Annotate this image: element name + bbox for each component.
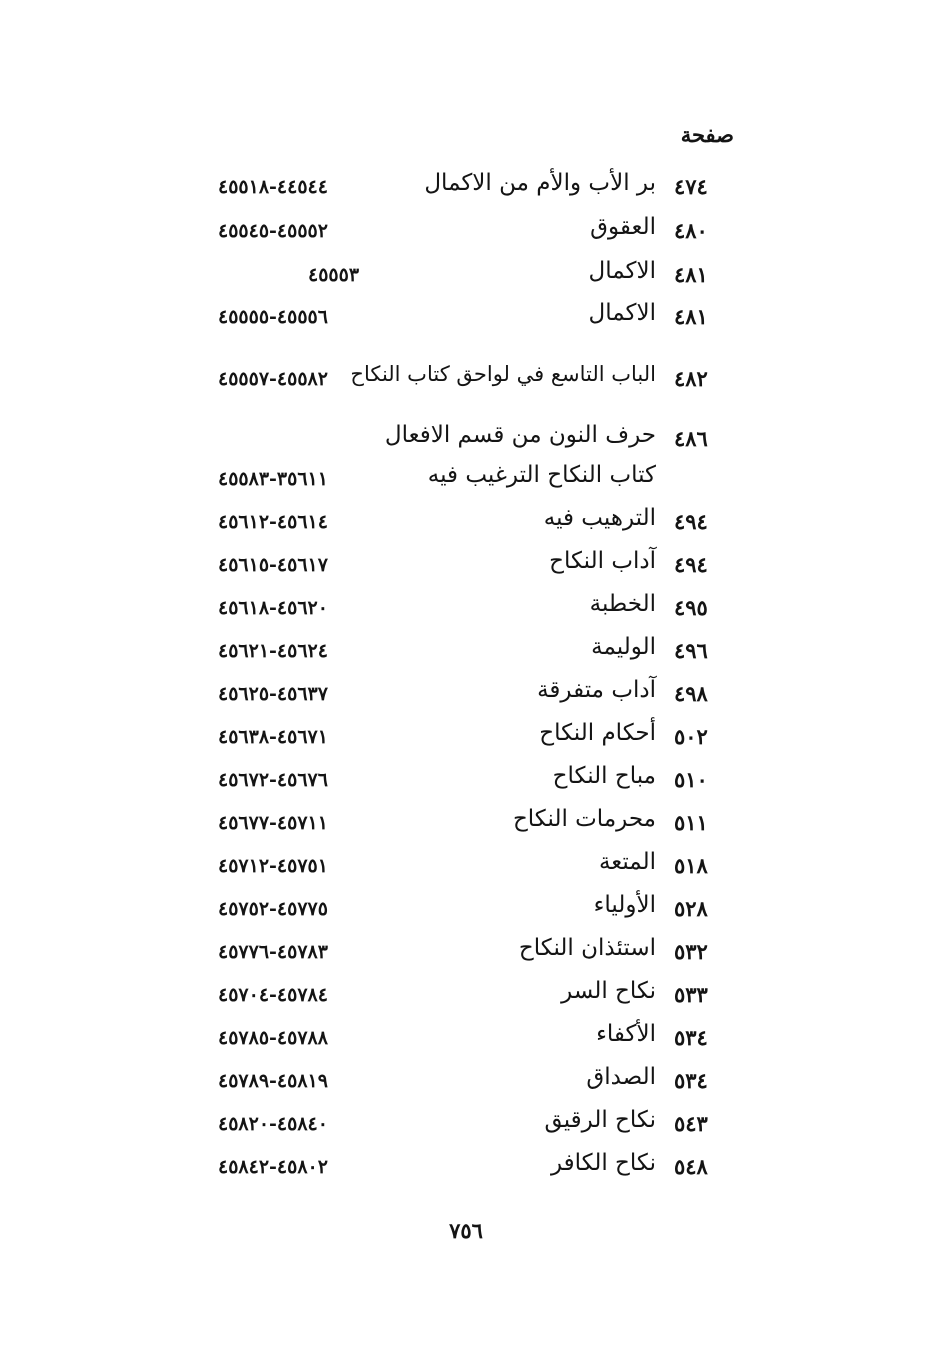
- entry-title: مباح النكاح: [552, 763, 656, 789]
- index-row: [0, 258, 932, 298]
- entry-title: الاكمال: [588, 300, 656, 326]
- entry-hadith-range: ٤٥٧١١-٤٥٦٧٧: [218, 812, 328, 834]
- entry-hadith-range: ٤٤٥٤٤-٤٥٥١٨: [218, 176, 328, 198]
- entry-page-number: ٥٤٨: [674, 1154, 708, 1179]
- entry-page-number: ٥٣٣: [674, 982, 708, 1007]
- index-row: [0, 170, 932, 210]
- index-row: [0, 362, 932, 402]
- index-row: [0, 1107, 932, 1147]
- entry-title: الأكفاء: [596, 1021, 656, 1047]
- index-row: [0, 935, 932, 975]
- entry-title: المتعة: [598, 849, 656, 875]
- entry-title: أحكام النكاح: [539, 720, 656, 746]
- entry-page-number: ٤٩٥: [674, 595, 708, 620]
- page-footer-number: ٧٥٦: [449, 1218, 483, 1243]
- entry-page-number: ٤٨٠: [674, 218, 708, 243]
- entry-title: الترهيب فيه: [543, 505, 656, 531]
- entry-page-number: ٤٩٤: [674, 509, 708, 534]
- index-row: [0, 591, 932, 631]
- entry-title: كتاب النكاح الترغيب فيه: [427, 462, 656, 488]
- entry-hadith-range: ٤٥٦٢٠-٤٥٦١٨: [218, 597, 328, 619]
- entry-hadith-range: ٤٥٨٠٢-٤٥٨٤٢: [218, 1156, 328, 1178]
- entry-hadith-range: ٤٥٧٥١-٤٥٧١٢: [218, 855, 328, 877]
- page-column-header: صفحة: [680, 122, 734, 147]
- index-row: [0, 720, 932, 760]
- entry-title: العقوق: [590, 214, 656, 240]
- entry-hadith-range: ٤٥٧٨٣-٤٥٧٧٦: [218, 941, 328, 963]
- index-row: [0, 422, 932, 462]
- entry-hadith-range: ٣٥٦١١-٤٥٥٨٣: [218, 468, 328, 490]
- entry-title: آداب النكاح: [549, 548, 656, 574]
- entry-hadith-range: ٤٥٨٤٠-٤٥٨٢٠: [218, 1113, 328, 1135]
- index-row: [0, 505, 932, 545]
- entry-title: الباب التاسع في لواحق كتاب النكاح: [350, 362, 656, 386]
- entry-title: آداب متفرقة: [537, 677, 656, 703]
- entry-hadith-range: ٤٥٥٥٢-٤٥٥٤٥: [218, 220, 328, 242]
- entry-title: الاكمال: [588, 258, 656, 284]
- entry-hadith-range: ٤٥٧٨٨-٤٥٧٨٥: [218, 1027, 328, 1049]
- index-row: [0, 634, 932, 674]
- entry-hadith-range: ٤٥٦٢٤-٤٥٦٢١: [218, 640, 328, 662]
- entry-page-number: ٤٩٤: [674, 552, 708, 577]
- entry-page-number: ٥٣٢: [674, 939, 708, 964]
- entry-hadith-range: ٤٥٦٣٧-٤٥٦٢٥: [218, 683, 328, 705]
- index-row: [0, 1021, 932, 1061]
- entry-page-number: ٥٠٢: [674, 724, 708, 749]
- entry-hadith-range: ٤٥٦١٤-٤٥٦١٢: [218, 511, 328, 533]
- entry-hadith-range: ٤٥٧٨٤-٤٥٧٠٤: [218, 984, 328, 1006]
- index-row: [0, 677, 932, 717]
- index-row: [0, 300, 932, 340]
- index-row: [0, 1150, 932, 1190]
- entry-title: الوليمة: [591, 634, 656, 660]
- entry-page-number: ٥٣٤: [674, 1025, 708, 1050]
- entry-hadith-range: ٤٥٥٥٣: [308, 264, 360, 286]
- entry-title: الأولياء: [593, 892, 656, 918]
- entry-title: بر الأب والأم من الاكمال: [424, 170, 656, 196]
- entry-page-number: ٤٧٤: [674, 174, 708, 199]
- entry-title: حرف النون من قسم الافعال: [384, 422, 656, 448]
- entry-hadith-range: ٤٥٦٧١-٤٥٦٣٨: [218, 726, 328, 748]
- entry-page-number: ٥٢٨: [674, 896, 708, 921]
- entry-title: محرمات النكاح: [512, 806, 656, 832]
- entry-title: الخطبة: [589, 591, 656, 617]
- entry-page-number: ٥٣٤: [674, 1068, 708, 1093]
- index-row: [0, 849, 932, 889]
- entry-page-number: ٤٨٦: [674, 426, 708, 451]
- index-row: [0, 978, 932, 1018]
- entry-title: نكاح الرقيق: [544, 1107, 656, 1133]
- index-row: [0, 548, 932, 588]
- entry-hadith-range: ٤٥٥٨٢-٤٥٥٥٧: [218, 368, 328, 390]
- entry-page-number: ٤٩٦: [674, 638, 708, 663]
- entry-title: استئذان النكاح: [518, 935, 656, 961]
- index-row: [0, 214, 932, 254]
- entry-hadith-range: ٤٥٧٧٥-٤٥٧٥٢: [218, 898, 328, 920]
- index-row: [0, 763, 932, 803]
- index-row: [0, 892, 932, 932]
- entry-page-number: ٥١١: [674, 810, 708, 835]
- entry-title: الصداق: [586, 1064, 656, 1090]
- entry-page-number: ٤٩٨: [674, 681, 708, 706]
- entry-page-number: ٤٨٢: [674, 366, 708, 391]
- entry-title: نكاح السر: [561, 978, 656, 1004]
- entry-page-number: ٤٨١: [674, 304, 708, 329]
- entry-hadith-range: ٤٥٦١٧-٤٥٦١٥: [218, 554, 328, 576]
- entry-page-number: ٥١٨: [674, 853, 708, 878]
- index-row: [0, 806, 932, 846]
- entry-hadith-range: ٤٥٥٥٦-٤٥٥٥٥: [218, 306, 328, 328]
- entry-hadith-range: ٤٥٨١٩-٤٥٧٨٩: [218, 1070, 328, 1092]
- entry-hadith-range: ٤٥٦٧٦-٤٥٦٧٢: [218, 769, 328, 791]
- entry-page-number: ٥٤٣: [674, 1111, 708, 1136]
- index-row: [0, 1064, 932, 1104]
- entry-page-number: ٤٨١: [674, 262, 708, 287]
- entry-page-number: ٥١٠: [674, 767, 708, 792]
- index-row: [0, 462, 932, 502]
- entry-title: نكاح الكافر: [550, 1150, 656, 1176]
